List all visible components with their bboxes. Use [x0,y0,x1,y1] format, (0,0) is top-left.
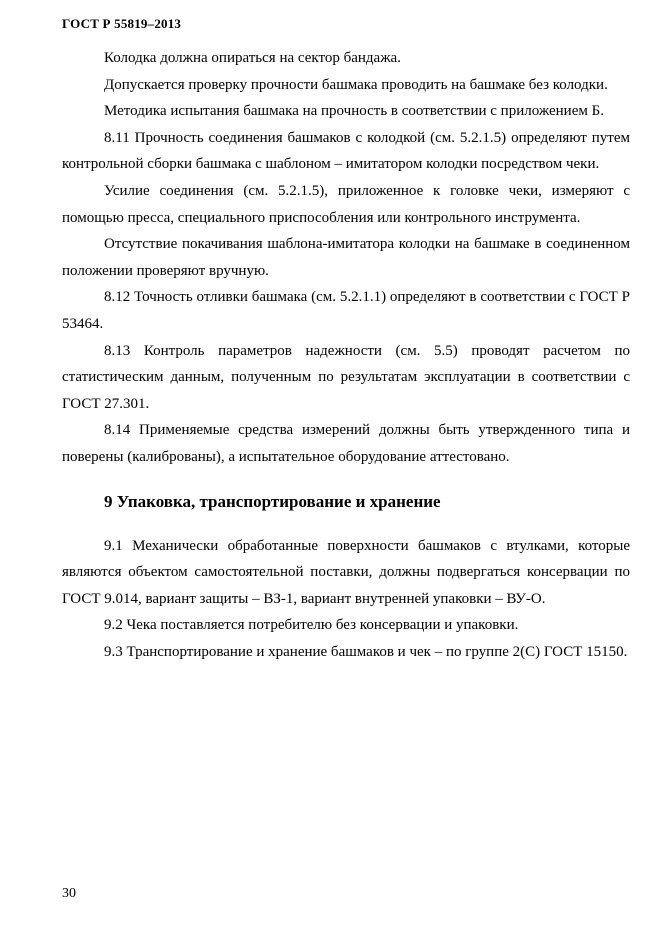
paragraph-strength-without-pad: Допускается проверку прочности башмака проводить на башмаке без колодки. [104,76,608,93]
paragraph-9-2: 9.2 Чека поставляется потребителю без консервации и упаковки. [104,617,519,634]
paragraph-test-method: Методика испытания башмака на прочность в соответствии с приложением Б. [104,103,604,120]
paragraph-8-13: 8.13 Контроль параметров надежности (см. 5.5) проводят расчетом по статистическим данным, полученным по результатам эксплуатации в соответствии с ГОСТ 27.301. [62,342,630,412]
running-header: ГОСТ Р 55819–2013 [62,16,182,31]
page-number: 30 [62,886,76,901]
paragraph-no-rocking: Отсутствие покачивания шаблона-имитатора колодки на башмаке в соединенном положении проверяют вручную. [62,236,630,279]
paragraph-pad-support: Колодка должна опираться на сектор бандажа. [104,50,401,66]
section-heading: 9 Упаковка, транспортирование и хранение [104,491,441,511]
body-text [62,45,630,665]
paragraph-joint-force: Усилие соединения (см. 5.2.1.5), приложенное к головке чеки, измеряют с помощью пресса, специального приспособления или контрольного инструмента. [62,182,630,226]
paragraph-8-12: 8.12 Точность отливки башмака (см. 5.2.1.1) определяют в соответствии с ГОСТ Р 53464. [62,289,630,332]
paragraph-9-3: 9.3 Транспортирование и хранение башмаков и чек – по группе 2(С) ГОСТ 15150. [104,643,628,660]
paragraph-9-1: 9.1 Механически обработанные поверхности башмаков с втулками, которые являются объектом самостоятельной поставки, должны подвергаться консервации по ГОСТ 9.014, вариант защиты – ВЗ-1, вариант внутренней упаковки – ВУ-О. [62,537,630,607]
paragraph-8-14: 8.14 Применяемые средства измерений должны быть утвержденного типа и поверены (калиброваны), а испытательное оборудование аттестовано. [62,422,630,465]
paragraph-8-11: 8.11 Прочность соединения башмаков с колодкой (см. 5.2.1.5) определяют путем контрольной сборки башмака с шаблоном – имитатором колодки посредством чеки. [62,129,630,173]
